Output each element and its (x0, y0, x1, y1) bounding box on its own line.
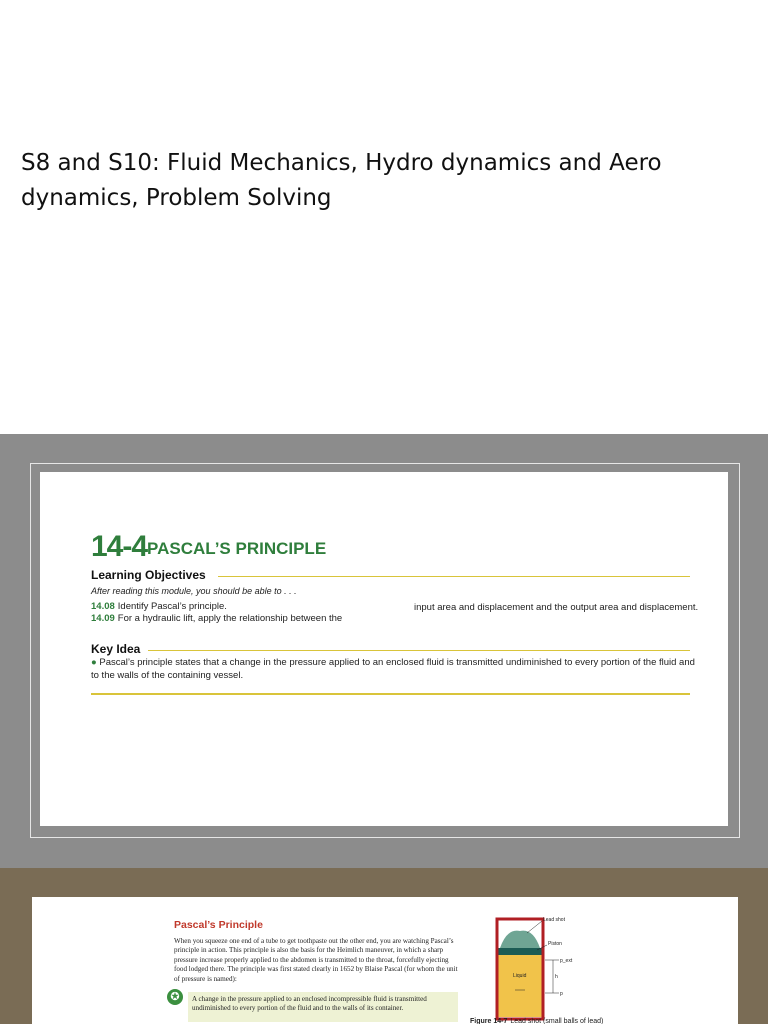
key-idea-heading: Key Idea (91, 642, 141, 656)
slide-title: S8 and S10: Fluid Mechanics, Hydro dynamics and Aero dynamics, Problem Solving (21, 150, 662, 211)
piston (499, 948, 542, 955)
objectives-intro: After reading this module, you should be able to . . . (91, 586, 297, 596)
heading-rule (148, 650, 690, 651)
principle-statement-box: A change in the pressure applied to an enclosed incompressible fluid is transmitted undiminished to every portion of the fluid and to the walls of its container. (188, 992, 458, 1022)
objective-text: Identify Pascal’s principle. (117, 601, 227, 612)
bullet-icon: ● (91, 657, 97, 668)
textbook-page (32, 897, 738, 1024)
slide-2 (0, 434, 768, 868)
figure-number: Figure 14-7 (470, 1018, 508, 1024)
heading-rule (218, 576, 690, 577)
liquid (499, 955, 542, 1017)
pascal-principle-heading: Pascal’s Principle (174, 919, 263, 931)
label-pext: p_ext (560, 958, 573, 964)
slide-3 (0, 868, 768, 1024)
pascal-principle-body: When you squeeze one end of a tube to get toothpaste out the other end, you are watching Pascal’s principle in action. This principle is also the basis for the Heimlich maneuver, in which a sharp pressure increase properly applied to the abdomen is transmitted to the throat, forcefully ejecting food lodged there. The principle was first stated clearly in 1652 by Blaise Pascal (for whom the unit of pressure is named): (174, 937, 458, 983)
lead-shot-pointer (527, 921, 542, 933)
section-title: PASCAL’S PRINCIPLE (147, 539, 327, 558)
label-h: h (555, 974, 558, 980)
objective-number: 14.08 (91, 601, 115, 612)
objective-continuation: input area and displacement and the output area and displacement. (414, 602, 699, 613)
slide-1 (0, 0, 768, 434)
label-p: p (560, 991, 563, 997)
learning-objectives-heading: Learning Objectives (91, 568, 206, 582)
key-idea-body: Pascal’s principle states that a change in the pressure applied to an enclosed fluid is transmitted undiminished to every portion of the fluid and to the walls of the containing vessel. (91, 657, 695, 681)
section-end-rule (91, 693, 690, 695)
label-piston: Piston (548, 941, 562, 947)
objective-number: 14.09 (91, 613, 115, 624)
objective-item (91, 601, 227, 612)
star-icon: ✪ (167, 989, 183, 1005)
objective-text: For a hydraulic lift, apply the relationship between the (117, 613, 343, 624)
label-lead-shot: Lead shot (543, 917, 565, 923)
figure-caption (470, 1018, 603, 1024)
lead-shot-pile (500, 931, 540, 948)
objective-item (91, 613, 342, 624)
figure-caption-text: Lead shot (small balls of lead) (510, 1018, 604, 1024)
figure-14-7-diagram (487, 913, 597, 1023)
section-number: 14-4 (91, 530, 148, 563)
label-liquid: Liquid (513, 973, 527, 979)
key-idea-text (91, 656, 701, 682)
textbook-page (40, 472, 728, 826)
